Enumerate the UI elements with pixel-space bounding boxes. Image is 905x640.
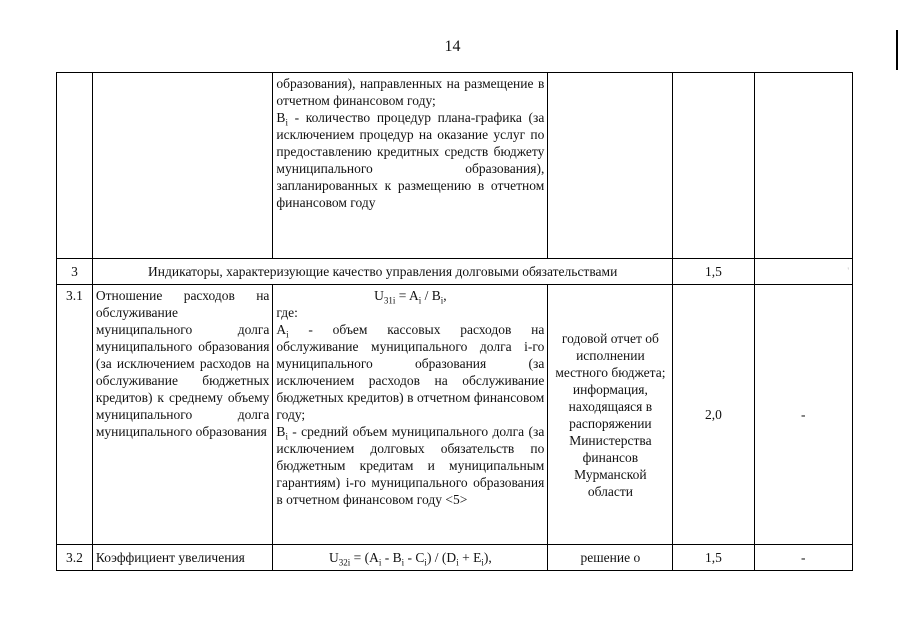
cell-weight-empty bbox=[673, 73, 754, 259]
table-row-3-2 bbox=[57, 545, 853, 571]
indicator-name: Отношение расходов на обслуживание муниципального долга муниципального образования (за исключением расходов на обслуживание бюджетных кредитов) к среднему объему муниципального долга муниципального образования bbox=[92, 285, 273, 545]
indicator-name: Коэффициент увеличения bbox=[92, 545, 273, 571]
page-edge-rule bbox=[896, 30, 898, 70]
table-row-continuation bbox=[57, 73, 853, 259]
table-row-3 bbox=[57, 259, 853, 285]
page-number: 14 bbox=[444, 38, 461, 55]
indicators-table bbox=[56, 72, 853, 571]
indicator-value: - bbox=[754, 545, 853, 571]
stray-mark: ' bbox=[754, 259, 853, 285]
section-title: Индикаторы, характеризующие качество управления долговыми обязательствами bbox=[92, 259, 673, 285]
definition-a: $A_i$ - объем кассовых расходов на обслуживание муниципального долга i-го муниципального образования (за исключением расходов на обслуживание бюджетных кредитов) в отчетном финансовом году; bbox=[276, 322, 545, 422]
row-number: 3.2 bbox=[57, 545, 93, 571]
weight-value: 2,0 bbox=[673, 285, 754, 545]
cell-value-empty bbox=[754, 73, 853, 259]
formula: $U_{32i} = (A_i - B_i - C_i) / (D_i + E_i)$, bbox=[273, 545, 548, 571]
where-label: где: bbox=[276, 305, 298, 320]
cell-method-continuation bbox=[273, 73, 548, 259]
data-source: решение о bbox=[548, 545, 673, 571]
weight-value: 1,5 bbox=[673, 259, 754, 285]
row-number: 3.1 bbox=[57, 285, 93, 545]
indicator-value: - bbox=[754, 285, 853, 545]
cell-source-empty bbox=[548, 73, 673, 259]
calculation-method bbox=[273, 285, 548, 545]
row-number: 3 bbox=[57, 259, 93, 285]
table-row-3-1 bbox=[57, 285, 853, 545]
cell-num-empty bbox=[57, 73, 93, 259]
method-text-line1: образования), направленных на размещение в отчетном финансовом году; bbox=[276, 76, 545, 108]
formula: $U_{31i} = A_i / B_i$, bbox=[374, 288, 447, 306]
cell-name-empty bbox=[92, 73, 273, 259]
data-source: годовой отчет об исполнении местного бюджета; информация, находящаяся в распоряжении Министерства финансов Мурманской области bbox=[548, 285, 673, 545]
weight-value: 1,5 bbox=[673, 545, 754, 571]
method-text-bi: $B_i$ - количество процедур плана-графика (за исключением процедур на оказание услуг по предоставлению кредитных средств бюджету муниципального образования), запланированных к размещению в отчетном финансовом году bbox=[276, 110, 545, 210]
definition-b: $B_i$ - средний объем муниципального долга (за исключением долговых обязательств по бюджетным кредитам и муниципальным гарантиям) i-го муниципального образования в отчетном финансовом году <5> bbox=[276, 424, 545, 507]
